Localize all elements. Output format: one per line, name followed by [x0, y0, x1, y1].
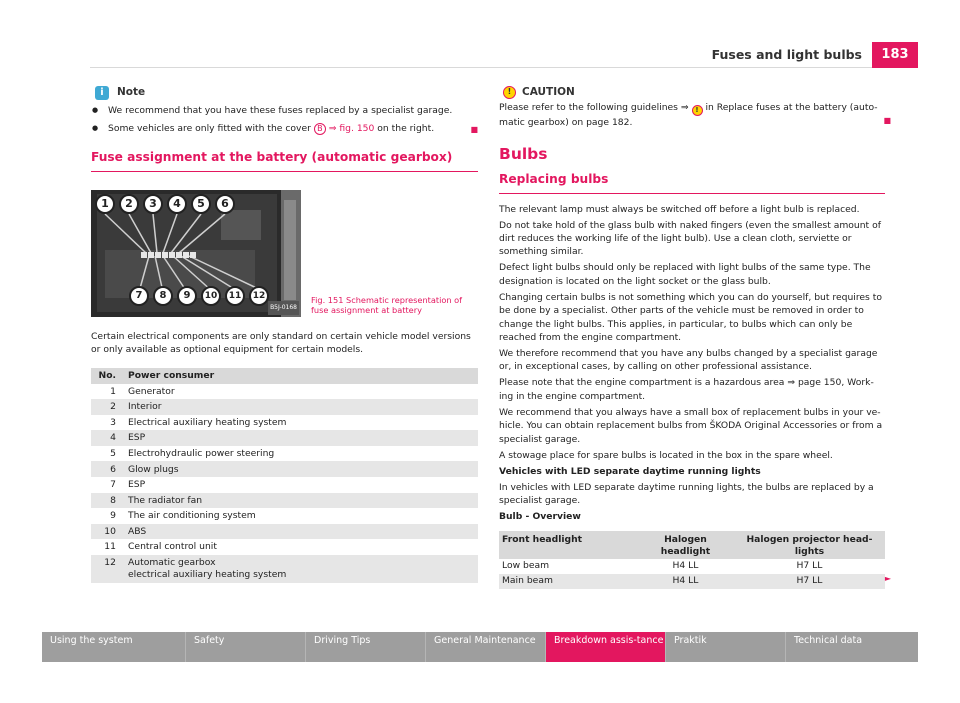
tab-using-the-system[interactable]: Using the system: [42, 632, 186, 662]
callout-11: 11: [225, 286, 245, 306]
paragraph: Please note that the engine compartment is a hazardous area ⇒ page 150, Work-ing in the engine compartment.: [499, 377, 874, 402]
callout-12: 12: [249, 286, 269, 306]
led-heading: Vehicles with LED separate daytime running lights: [499, 465, 761, 477]
table-row: [91, 555, 478, 583]
callout-8: 8: [153, 286, 173, 306]
replacing-bulbs-heading: Replacing bulbs: [499, 173, 885, 193]
table-row: [91, 539, 478, 555]
section-heading: Fuse assignment at the battery (automatic gearbox): [91, 151, 478, 172]
cell-consumer: Glow plugs: [124, 461, 478, 477]
cell-consumer-line: Automatic gearbox: [128, 557, 216, 569]
table-row: [91, 430, 478, 446]
cell-consumer: ESP: [128, 479, 146, 491]
cover-b-label: B: [314, 123, 326, 135]
cell-no: 4: [91, 430, 124, 446]
cell-no: 1: [110, 385, 116, 397]
footer-nav: [42, 632, 918, 662]
table-row: [91, 524, 478, 540]
cell-no: 8: [91, 493, 124, 509]
figure-151: [91, 190, 478, 318]
column-header: Front headlight: [499, 531, 637, 559]
paragraph: Do not take hold of the glass bulb with naked fingers (even the smallest amount of dirt reduces the working life of the light bulb). Use a clean cloth, serviette or something similar.: [499, 219, 881, 258]
cell: H7 LL: [796, 560, 823, 572]
callout-5: 5: [191, 194, 211, 214]
cell-no: 2: [91, 399, 124, 415]
cell-no: 6: [91, 461, 124, 477]
paragraph: A stowage place for spare bulbs is located in the box in the spare wheel.: [499, 449, 833, 461]
note-bullet: ● We recommend that you have these fuses replaced by a specialist garage.: [91, 104, 478, 118]
paragraph: We therefore recommend that you have any bulbs changed by a specialist garage or, in exceptional cases, by calling on other professional assistance.: [499, 348, 878, 373]
bullet-text: Some vehicles are only fitted with the cover: [108, 122, 311, 134]
page-header: [90, 40, 918, 68]
note-heading: [95, 86, 478, 100]
cell-consumer: Generator: [128, 385, 175, 397]
table-header-row: [499, 531, 885, 559]
fuse-table: [91, 368, 478, 584]
cell-consumer: Interior: [124, 399, 478, 415]
column-header: Halogen projector head-lights: [734, 531, 885, 559]
cell-no: 10: [91, 524, 124, 540]
callout-6: 6: [215, 194, 235, 214]
table-row: [91, 461, 478, 477]
continue-arrow-icon: ►: [884, 574, 891, 584]
paragraph: Changing certain bulbs is not something which you can do yourself, but requires to be done by a specialist. Other parts of the vehicle must be removed in order to change the light bulbs. This applies, in particular, to bulbs which can only be reached from the engine compartment.: [499, 291, 882, 344]
figure-callouts-top: [95, 194, 235, 214]
table-row: [499, 574, 885, 589]
warning-icon: !: [692, 105, 703, 116]
cell-consumer: Central control unit: [128, 541, 217, 553]
cell-consumer: ABS: [124, 524, 478, 540]
tab-general-maintenance[interactable]: General Maintenance: [426, 632, 546, 662]
end-mark-icon: ■: [470, 124, 478, 134]
tab-safety[interactable]: Safety: [186, 632, 306, 662]
cell-consumer: The radiator fan: [124, 493, 478, 509]
cell-consumer: ESP: [124, 430, 478, 446]
figure-caption: Fig. 151 Schematic representation of fuse assignment at battery: [311, 294, 463, 315]
cell: Main beam: [499, 574, 637, 589]
tab-driving-tips[interactable]: Driving Tips: [306, 632, 426, 662]
right-column: [499, 86, 891, 589]
cell-no: 5: [110, 447, 116, 459]
callout-4: 4: [167, 194, 187, 214]
info-icon: i: [95, 86, 109, 100]
callout-1: 1: [95, 194, 115, 214]
page-number: 183: [872, 42, 918, 68]
caution-text-start: Please refer to the following guidelines ⇒: [499, 102, 689, 114]
bulbs-title: Bulbs: [499, 144, 548, 163]
table-row: [91, 415, 478, 431]
intro-paragraph: Certain electrical components are only standard on certain vehicle model versions or only available as optional equipment for certain models.: [91, 330, 471, 355]
cell-consumer-line: electrical auxiliary heating system: [128, 569, 287, 581]
figure-code: B5J-0168: [268, 301, 299, 315]
paragraph: We recommend that you always have a small box of replacement bulbs in your ve-hicle. You can obtain replacement bulbs from ŠKODA Original Accessories or from a specialist garage.: [499, 406, 883, 445]
paragraph: In vehicles with LED separate daytime running lights, the bulbs are replaced by a specialist garage.: [499, 481, 874, 507]
table-row: [91, 384, 478, 400]
cell-no: 11: [104, 541, 116, 553]
note-bullet: [91, 122, 478, 136]
table-row: [91, 508, 478, 524]
bullet-text: on the right.: [377, 122, 435, 134]
cell-consumer: Electrohydraulic power steering: [128, 447, 275, 459]
warning-icon: !: [503, 86, 516, 99]
end-mark-icon: ■: [883, 116, 891, 126]
cell-no: 7: [110, 479, 116, 491]
cell: H7 LL: [734, 574, 885, 589]
table-row: [91, 399, 478, 415]
table-row: [91, 477, 478, 493]
caution-text-end: in Replace fuses at the battery (auto-matic gearbox) on page 182.: [499, 102, 878, 129]
paragraph: Defect light bulbs should only be replaced with light bulbs of the same type. The designation is located on the light socket or the glass bulb.: [499, 262, 871, 287]
callout-3: 3: [143, 194, 163, 214]
cell: Low beam: [502, 560, 550, 572]
tab-technical-data[interactable]: Technical data: [794, 635, 863, 646]
bulb-table-wrap: [499, 531, 891, 589]
callout-10: 10: [201, 286, 221, 306]
figure-callouts-bottom: [129, 286, 269, 306]
left-column: [91, 86, 478, 583]
table-row: [91, 493, 478, 509]
column-header: No.: [91, 368, 124, 384]
column-header: Halogen headlight: [637, 531, 734, 559]
cell-consumer: [124, 555, 478, 583]
table-row: [91, 446, 478, 462]
cell-consumer: The air conditioning system: [128, 510, 256, 522]
fuse-figure-image: [91, 190, 301, 317]
cell-no: 12: [91, 555, 124, 583]
callout-7: 7: [129, 286, 149, 306]
fig-150-link[interactable]: ⇒ fig. 150: [328, 122, 375, 134]
overview-label: Bulb - Overview: [499, 511, 581, 523]
cell-consumer: Electrical auxiliary heating system: [128, 416, 287, 428]
caution-title: CAUTION: [522, 86, 575, 98]
paragraph: The relevant lamp must always be switched off before a light bulb is replaced.: [499, 203, 860, 215]
caution-heading: [503, 86, 885, 99]
callout-2: 2: [119, 194, 139, 214]
caution-text: [499, 101, 891, 129]
cell-no: 3: [110, 416, 116, 428]
table-row: [499, 559, 885, 574]
cell: H4 LL: [672, 560, 699, 572]
table-header-row: [91, 368, 478, 384]
note-title: Note: [117, 86, 146, 99]
chapter-title: Fuses and light bulbs: [711, 47, 862, 62]
column-header: Power consumer: [124, 368, 478, 384]
bulb-table: [499, 531, 885, 589]
tab-breakdown-assistance[interactable]: Breakdown assis-tance: [546, 632, 666, 662]
cell: H4 LL: [637, 574, 734, 589]
callout-9: 9: [177, 286, 197, 306]
tab-praktik[interactable]: Praktik: [666, 632, 786, 662]
cell-no: 9: [110, 510, 116, 522]
